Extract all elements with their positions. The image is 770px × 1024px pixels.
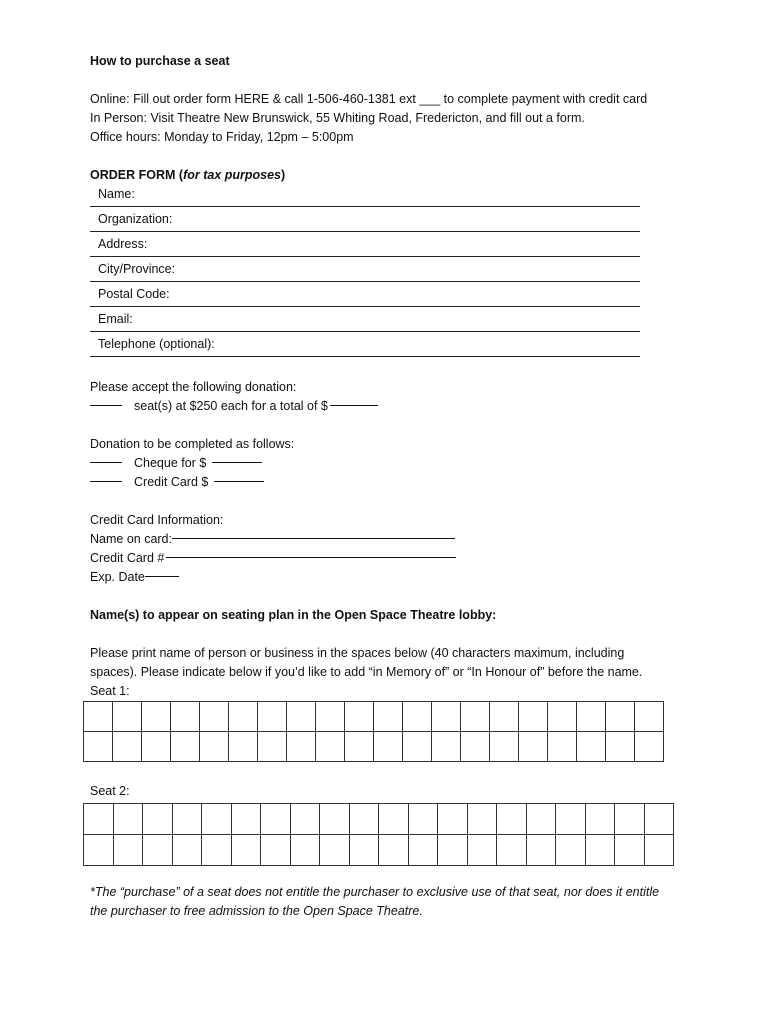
seat1-char-box[interactable] — [461, 702, 490, 732]
exp-date-label: Exp. Date — [90, 570, 145, 584]
seat1-char-box[interactable] — [316, 702, 345, 732]
seat1-char-box[interactable] — [200, 702, 229, 732]
seat1-char-box[interactable] — [84, 732, 113, 762]
name-field[interactable]: Name: — [90, 182, 640, 207]
seats-count-blank[interactable] — [90, 404, 122, 406]
paren-close: ) — [281, 168, 286, 182]
seat2-char-box[interactable] — [467, 835, 497, 866]
seat2-char-box[interactable] — [290, 804, 320, 835]
seat1-char-box[interactable] — [403, 732, 432, 762]
seat2-char-box[interactable] — [379, 804, 409, 835]
seat2-char-box[interactable] — [526, 835, 556, 866]
seat2-char-box[interactable] — [320, 835, 350, 866]
seat2-char-box[interactable] — [349, 835, 379, 866]
heading: How to purchase a seat — [90, 54, 230, 68]
seat1-label: Seat 1: — [90, 684, 130, 698]
seat1-char-box[interactable] — [519, 702, 548, 732]
seat2-char-box[interactable] — [556, 835, 586, 866]
in-person-instructions: In Person: Visit Theatre New Brunswick, 55 Whiting Road, Fredericton, and fill out a form. — [90, 111, 585, 125]
seat1-char-box[interactable] — [635, 732, 664, 762]
seat2-char-box[interactable] — [615, 804, 645, 835]
cheque-amount-blank[interactable] — [212, 461, 262, 463]
seat2-char-box[interactable] — [585, 835, 615, 866]
seat1-char-box[interactable] — [142, 702, 171, 732]
city-province-field[interactable]: City/Province: — [90, 257, 640, 282]
card-number-label: Credit Card # — [90, 551, 165, 565]
seat2-row — [84, 835, 674, 866]
seat1-char-box[interactable] — [403, 702, 432, 732]
online-instructions: Online: Fill out order form HERE & call 1-506-460-1381 ext ___ to complete payment with credit card — [90, 92, 648, 106]
seat2-grid — [83, 803, 674, 866]
seat2-char-box[interactable] — [615, 835, 645, 866]
seating-title: Name(s) to appear on seating plan in the Open Space Theatre lobby: — [90, 608, 497, 622]
seat1-char-box[interactable] — [606, 702, 635, 732]
seat1-char-box[interactable] — [577, 702, 606, 732]
seat1-char-box[interactable] — [316, 732, 345, 762]
seat2-char-box[interactable] — [408, 804, 438, 835]
seat2-char-box[interactable] — [526, 804, 556, 835]
seat2-char-box[interactable] — [202, 804, 232, 835]
seat2-label: Seat 2: — [90, 784, 130, 798]
footnote: *The “purchase” of a seat does not entitle the purchaser to exclusive use of that seat, nor does it entitle the purchaser to free admission to the Open Space Theatre. — [90, 885, 660, 918]
seat1-char-box[interactable] — [490, 732, 519, 762]
seat1-grid — [83, 701, 664, 762]
order-form-label: ORDER FORM — [90, 168, 176, 182]
seat1-char-box[interactable] — [258, 732, 287, 762]
seat1-char-box[interactable] — [548, 732, 577, 762]
seat1-char-box[interactable] — [171, 702, 200, 732]
seat1-char-box[interactable] — [606, 732, 635, 762]
seat2-char-box[interactable] — [231, 835, 261, 866]
seat2-char-box[interactable] — [84, 835, 114, 866]
seat2-char-box[interactable] — [467, 804, 497, 835]
seat2-char-box[interactable] — [290, 835, 320, 866]
seat1-char-box[interactable] — [287, 702, 316, 732]
cheque-line — [90, 454, 680, 473]
credit-check-blank[interactable] — [90, 480, 122, 482]
seat2-char-box[interactable] — [261, 835, 291, 866]
seat2-char-box[interactable] — [143, 835, 173, 866]
seat1-row — [84, 702, 664, 732]
organization-field[interactable]: Organization: — [90, 207, 640, 232]
address-field[interactable]: Address: — [90, 232, 640, 257]
seat1-char-box[interactable] — [142, 732, 171, 762]
seat1-char-box[interactable] — [577, 732, 606, 762]
seating-instructions: Please print name of person or business in the spaces below (40 characters maximum, including spaces). Please indicate below if you’d like to add “in Memory of” or “In Honour of” before the name. — [90, 646, 643, 679]
seat2-char-box[interactable] — [172, 835, 202, 866]
seat1-char-box[interactable] — [229, 732, 258, 762]
seat2-char-box[interactable] — [644, 804, 674, 835]
seat1-char-box[interactable] — [258, 702, 287, 732]
seat2-char-box[interactable] — [172, 804, 202, 835]
name-on-card-line — [90, 530, 680, 549]
seat1-char-box[interactable] — [432, 732, 461, 762]
seat2-char-box[interactable] — [408, 835, 438, 866]
seat1-char-box[interactable] — [345, 702, 374, 732]
seat2-char-box[interactable] — [497, 804, 527, 835]
paren-open: ( — [175, 168, 184, 182]
seat2-char-box[interactable] — [143, 804, 173, 835]
exp-date-blank[interactable] — [145, 575, 179, 577]
seat1-char-box[interactable] — [200, 732, 229, 762]
seat1-row — [84, 732, 664, 762]
card-number-line — [90, 549, 680, 568]
credit-text: Credit Card $ — [134, 475, 209, 489]
seat2-char-box[interactable] — [202, 835, 232, 866]
card-number-blank[interactable] — [166, 556, 456, 558]
seat2-char-box[interactable] — [113, 835, 143, 866]
seat2-char-box[interactable] — [585, 804, 615, 835]
seat1-char-box[interactable] — [490, 702, 519, 732]
seat1-char-box[interactable] — [113, 732, 142, 762]
credit-card-title: Credit Card Information: — [90, 513, 224, 527]
seat2-char-box[interactable] — [438, 835, 468, 866]
email-field[interactable]: Email: — [90, 307, 640, 332]
exp-date-line — [90, 568, 680, 587]
seat2-char-box[interactable] — [438, 804, 468, 835]
seat2-char-box[interactable] — [349, 804, 379, 835]
seat2-char-box[interactable] — [320, 804, 350, 835]
credit-line — [90, 473, 680, 492]
postal-code-field[interactable]: Postal Code: — [90, 282, 640, 307]
name-on-card-blank[interactable] — [172, 537, 455, 539]
name-on-card-label: Name on card: — [90, 532, 172, 546]
order-form-subtitle: for tax purposes — [183, 168, 281, 182]
seat2-char-box[interactable] — [261, 804, 291, 835]
seat1-char-box[interactable] — [229, 702, 258, 732]
cheque-check-blank[interactable] — [90, 461, 122, 463]
seat1-char-box[interactable] — [374, 732, 403, 762]
seats-line — [90, 397, 680, 416]
seat1-char-box[interactable] — [548, 702, 577, 732]
seat1-char-box[interactable] — [461, 732, 490, 762]
seats-text: seat(s) at $250 each for a total of $ — [134, 399, 328, 413]
seat2-char-box[interactable] — [84, 804, 114, 835]
seat1-char-box[interactable] — [374, 702, 403, 732]
seat1-char-box[interactable] — [287, 732, 316, 762]
seat1-char-box[interactable] — [84, 702, 113, 732]
donation-method-intro: Donation to be completed as follows: — [90, 437, 295, 451]
seat2-char-box[interactable] — [644, 835, 674, 866]
office-hours: Office hours: Monday to Friday, 12pm – 5:00pm — [90, 130, 354, 144]
seat1-char-box[interactable] — [345, 732, 374, 762]
seat2-row — [84, 804, 674, 835]
telephone-field[interactable]: Telephone (optional): — [90, 332, 640, 357]
seat2-char-box[interactable] — [497, 835, 527, 866]
cheque-text: Cheque for $ — [134, 456, 207, 470]
seat1-char-box[interactable] — [519, 732, 548, 762]
seat2-char-box[interactable] — [556, 804, 586, 835]
total-blank[interactable] — [330, 404, 378, 406]
seat2-char-box[interactable] — [231, 804, 261, 835]
credit-amount-blank[interactable] — [214, 480, 264, 482]
seat1-char-box[interactable] — [171, 732, 200, 762]
donation-intro: Please accept the following donation: — [90, 380, 297, 394]
document-page — [90, 52, 680, 921]
seat1-char-box[interactable] — [113, 702, 142, 732]
seat1-char-box[interactable] — [635, 702, 664, 732]
seat2-char-box[interactable] — [113, 804, 143, 835]
seat1-char-box[interactable] — [432, 702, 461, 732]
order-form-fields — [90, 182, 640, 357]
seat2-char-box[interactable] — [379, 835, 409, 866]
